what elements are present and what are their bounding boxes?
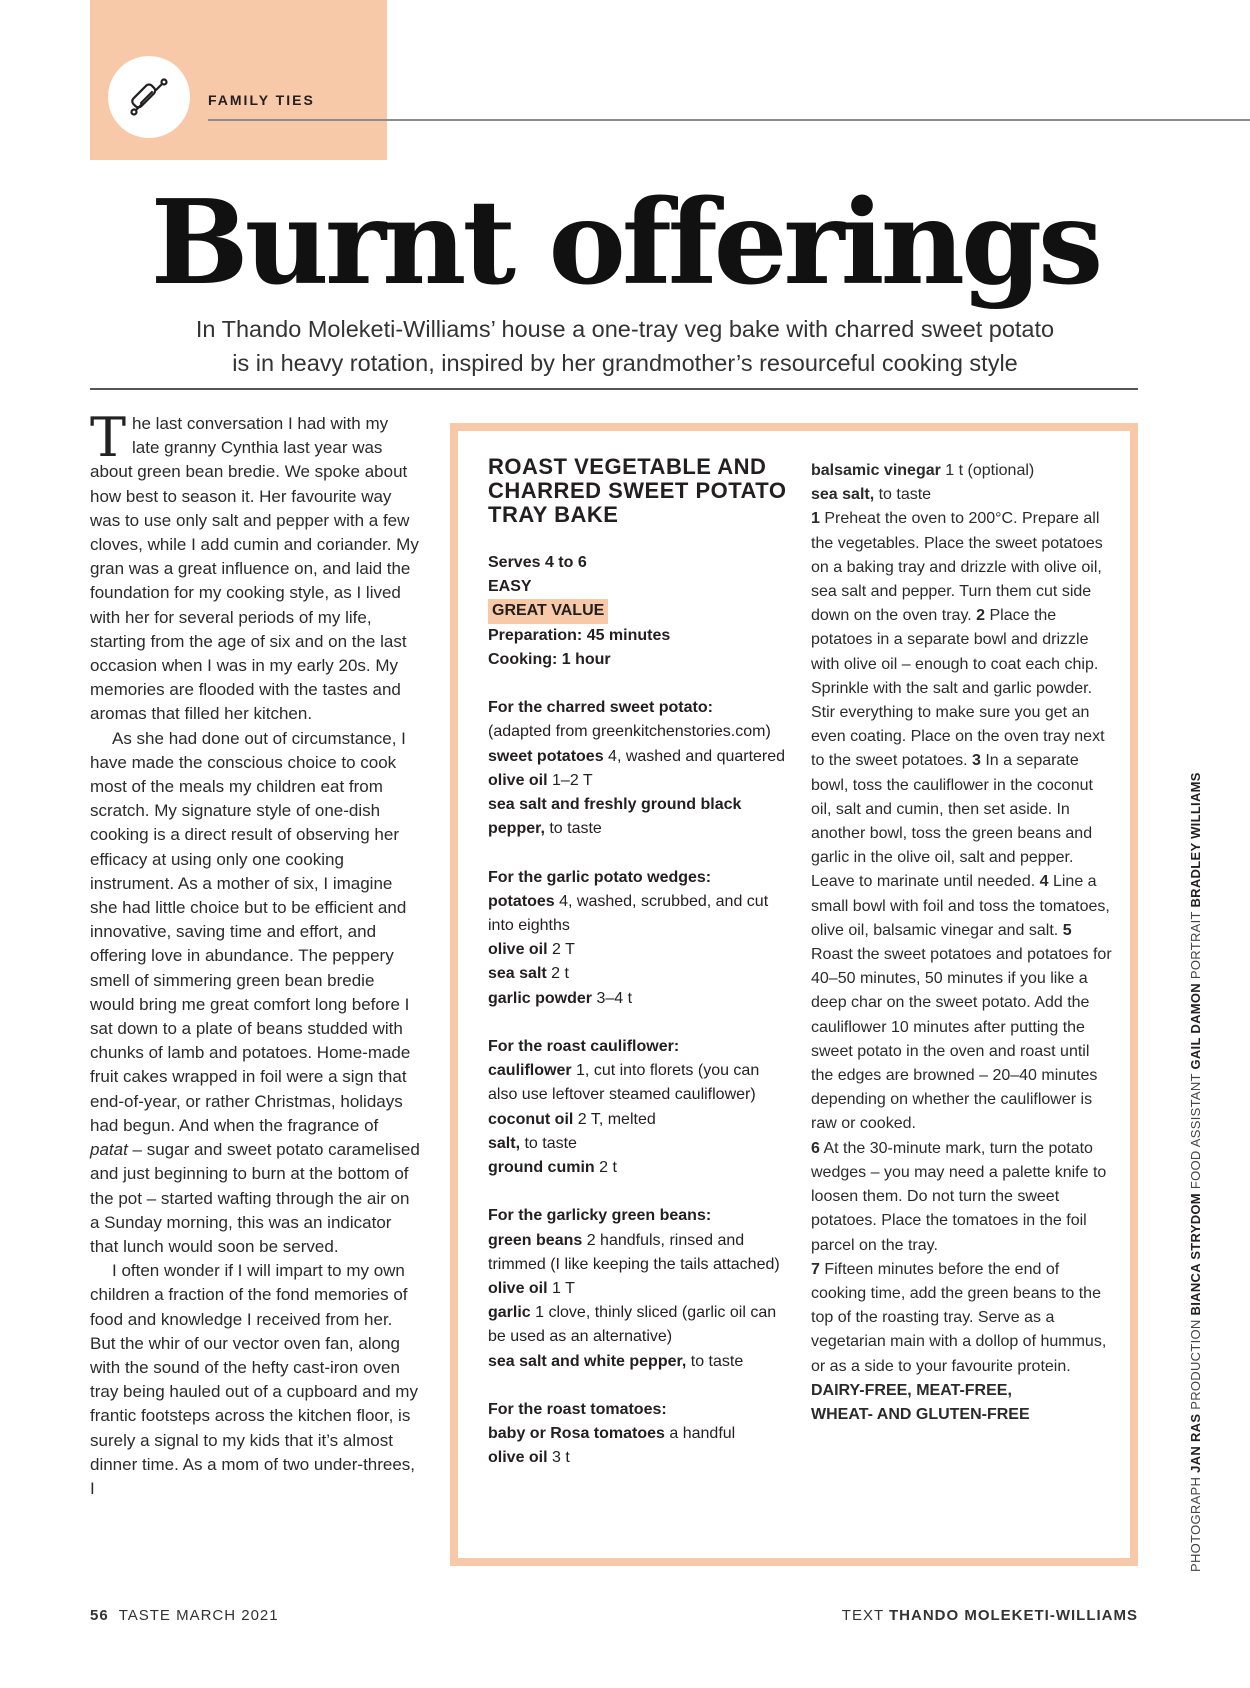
step-text: Place the potatoes in a separate bowl and drizzle with olive oil – enough to coat each chip. Sprinkle with the salt and garlic powder. Stir everything to make sure you get an even coating. Place on the oven tray next to the sweet potatoes. bbox=[811, 607, 1105, 770]
ingredient-group-heading: For the garlic potato wedges: bbox=[488, 868, 712, 886]
ingredient-group-heading: For the garlicky green beans: bbox=[488, 1207, 712, 1225]
step-text: Preheat the oven to 200°C. Prepare all the vegetables. Place the sweet potatoes on a baking tray and drizzle with olive oil, sea salt and pepper. Turn them cut side down on the oven tray. bbox=[811, 510, 1103, 625]
ingredient-item: garlic powder 3–4 t bbox=[488, 989, 633, 1007]
drop-cap: T bbox=[90, 406, 127, 469]
ingredient-item: sweet potatoes 4, washed and quartered bbox=[488, 747, 786, 765]
recipe-title: ROAST VEGETABLE AND CHARRED SWEET POTATO TRAY BAKE bbox=[488, 454, 787, 527]
recipe-method-column bbox=[811, 459, 1113, 1427]
ingredient-item: green beans 2 handfuls, rinsed and trimmed (I like keeping the tails attached) bbox=[488, 1231, 780, 1273]
step-text: Line a small bowl with foil and toss the tomatoes, olive oil, balsamic vinegar and salt. bbox=[811, 873, 1110, 939]
paragraph-text: – sugar and sweet potato caramelised and just beginning to burn at the bottom of the pot – started wafting through the air on a Sunday morning, this was an indicator that lunch would soon be served. bbox=[90, 1140, 420, 1256]
step-number: 4 bbox=[1039, 873, 1049, 891]
recipe-serves: Serves 4 to 6 bbox=[488, 554, 587, 571]
step-text: In a separate bowl, toss the cauliflower in the coconut oil, salt and cumin, then set aside. In another bowl, toss the green beans and garlic in the olive oil, salt and pepper. Leave to marinate until needed. bbox=[811, 752, 1093, 891]
method-text bbox=[811, 1137, 1113, 1258]
method-text bbox=[811, 507, 1113, 1136]
ingredient-group bbox=[488, 1035, 788, 1180]
step-text: Fifteen minutes before the end of cooking time, add the green beans to the top of the roasting tray. Serve as a vegetarian main with a dollop of hummus, or as a side to your favourite protein. bbox=[811, 1260, 1107, 1375]
standfirst-line: is in heavy rotation, inspired by her grandmother’s resourceful cooking style bbox=[232, 350, 1018, 376]
recipe-prep-time: Preparation: 45 minutes bbox=[488, 626, 671, 644]
step-text: Roast the sweet potatoes and potatoes for 40–50 minutes, 50 minutes if you like a deep char on the sweet potato. Add the cauliflower 10 minutes after putting the sweet potato in the oven and roast until the edges are browned – 20–40 minutes depending on whether the cauliflower is raw or cooked. bbox=[811, 946, 1112, 1133]
article-body bbox=[90, 406, 420, 1501]
ingredient-item: balsamic vinegar 1 t (optional) bbox=[811, 462, 1035, 479]
ingredient-item: sea salt 2 t bbox=[488, 965, 569, 983]
standfirst-line: In Thando Moleketi-Williams’ house a one-tray veg bake with charred sweet potato bbox=[195, 316, 1055, 342]
page-number: 56 bbox=[90, 1607, 109, 1624]
ingredient-item: garlic 1 clove, thinly sliced (garlic oil can be used as an alternative) bbox=[488, 1304, 777, 1346]
ingredient-item: olive oil 2 T bbox=[488, 941, 575, 959]
ingredient-item: cauliflower 1, cut into florets (you can also use leftover steamed cauliflower) bbox=[488, 1062, 760, 1104]
paragraph-text: As she had done out of circumstance, I have made the conscious choice to cook most of the meals my children eat from scratch. My signature style of one-dish cooking is a direct result of observing her efficacy at using only one cooking instrument. As a mother of six, I imagine she had little choice but to be efficient and innovative, saving time and effort, and offering love in abundance. The peppery smell of simmering green bean bredie would bring me great comfort long before I sat down to a plate of beans studded with chunks of lamb and potatoes. Home-made fruit cakes wrapped in foil were a sign that end-of-year, or rather Christmas, holidays had begun. And when the fragrance of bbox=[90, 728, 411, 1135]
step-text: At the 30-minute mark, turn the potato wedges – you may need a palette knife to loosen them. Do not turn the sweet potatoes. Place the tomatoes in the foil parcel on the tray. bbox=[811, 1139, 1107, 1254]
ingredient-group bbox=[488, 866, 788, 1011]
page-footer-left bbox=[90, 1607, 279, 1624]
article-headline: Burnt offerings bbox=[150, 175, 1100, 311]
ingredient-item: coconut oil 2 T, melted bbox=[488, 1110, 656, 1128]
step-number: 7 bbox=[811, 1260, 820, 1278]
publication-name: TASTE MARCH 2021 bbox=[118, 1607, 279, 1624]
ingredient-group-heading: For the roast tomatoes: bbox=[488, 1401, 667, 1419]
ingredient-group bbox=[488, 1204, 788, 1373]
recipe-ingredients-column bbox=[488, 455, 788, 1471]
step-number: 5 bbox=[1062, 921, 1072, 939]
step-number: 1 bbox=[811, 510, 820, 528]
ingredient-item: ground cumin 2 t bbox=[488, 1159, 617, 1177]
step-number: 2 bbox=[976, 607, 986, 625]
ingredient-item: olive oil 1–2 T bbox=[488, 771, 593, 789]
author-name: THANDO MOLEKETI-WILLIAMS bbox=[889, 1607, 1138, 1624]
article-paragraph bbox=[90, 727, 420, 1259]
ingredient-group bbox=[488, 696, 788, 841]
ingredient-item: baby or Rosa tomatoes a handful bbox=[488, 1425, 736, 1443]
recipe-difficulty: EASY bbox=[488, 578, 532, 596]
diet-tags: WHEAT- AND GLUTEN-FREE bbox=[811, 1405, 1030, 1423]
ingredient-source-note: (adapted from greenkitchenstories.com) bbox=[488, 723, 771, 741]
section-label: FAMILY TIES bbox=[208, 92, 315, 108]
step-number: 3 bbox=[972, 752, 981, 770]
rolling-pin-icon bbox=[125, 73, 173, 121]
section-icon-badge bbox=[108, 56, 190, 138]
header-divider bbox=[90, 388, 1138, 390]
recipe-cook-time: Cooking: 1 hour bbox=[488, 650, 611, 668]
article-standfirst bbox=[90, 312, 1160, 380]
ingredient-item: sea salt and white pepper, to taste bbox=[488, 1352, 744, 1370]
value-badge: GREAT VALUE bbox=[488, 599, 608, 623]
ingredient-group-heading: For the charred sweet potato: bbox=[488, 699, 713, 717]
article-paragraph bbox=[90, 406, 420, 727]
ingredient-item: salt, to taste bbox=[488, 1134, 577, 1152]
diet-tags: DAIRY-FREE, MEAT-FREE, bbox=[811, 1381, 1012, 1399]
section-divider bbox=[208, 119, 1250, 121]
article-paragraph: I often wonder if I will impart to my own children a fraction of the fond memories of food and knowledge I received from her. But the whir of our vector oven fan, along with the sound of the hefty cast-iron oven tray being hauled out of a cupboard and my frantic footsteps across the kitchen floor, is surely a signal to my kids that it’s almost dinner time. As a mom of two under-threes, I bbox=[90, 1261, 418, 1498]
step-number: 6 bbox=[811, 1139, 820, 1157]
method-text bbox=[811, 1258, 1113, 1379]
ingredient-group-heading: For the roast cauliflower: bbox=[488, 1038, 680, 1056]
photo-credits: PHOTOGRAPH JAN RAS PRODUCTION BIANCA STRYDOM FOOD ASSISTANT GAIL DAMON PORTRAIT BRADLEY WILLIAMS bbox=[1188, 772, 1203, 1572]
ingredient-item: sea salt, to taste bbox=[811, 486, 932, 504]
author-credit: TEXT THANDO MOLEKETI-WILLIAMS bbox=[841, 1607, 1138, 1624]
ingredient-item: potatoes 4, washed, scrubbed, and cut into eighths bbox=[488, 892, 769, 935]
ingredient-item: olive oil 3 t bbox=[488, 1449, 570, 1467]
ingredient-item: sea salt and freshly ground black pepper, to taste bbox=[488, 796, 742, 838]
ingredient-group bbox=[488, 1398, 788, 1471]
italic-term: patat bbox=[90, 1140, 128, 1160]
ingredient-item: olive oil 1 T bbox=[488, 1280, 575, 1298]
paragraph-text: he last conversation I had with my late granny Cynthia last year was about green bean bredie. We spoke about how best to season it. Her favourite way was to use only salt and pepper with a few cloves, while I add cumin and coriander. My gran was a great influence on, and laid the foundation for my cooking style, as I lived with her for several periods of my life, starting from the age of six and on the last occasion when I was in my early 20s. My memories are flooded with the tastes and aromas that filled her kitchen. bbox=[90, 414, 419, 724]
